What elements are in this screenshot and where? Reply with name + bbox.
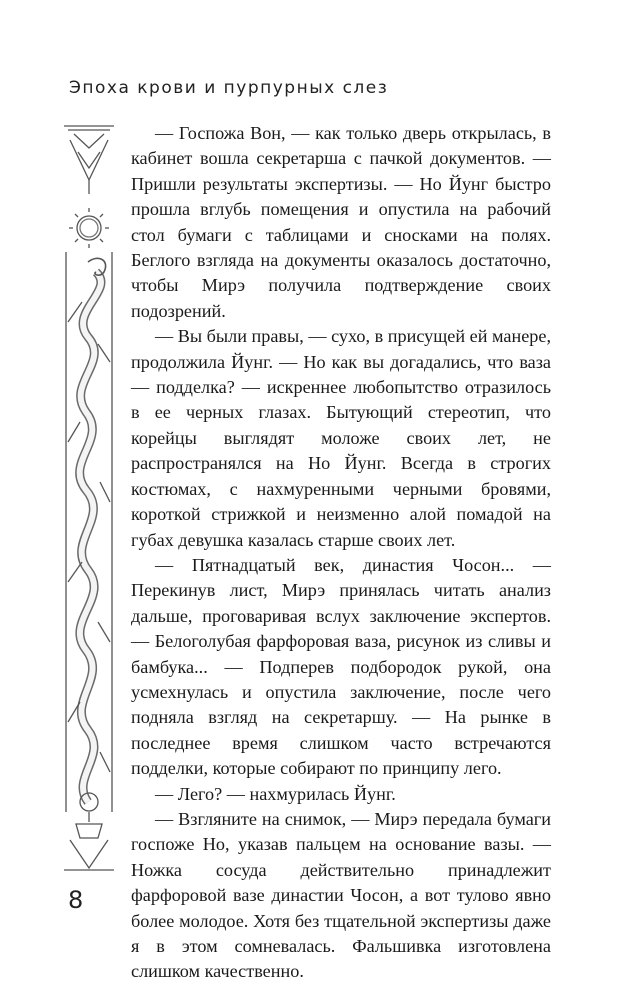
decorative-border-ornament (58, 122, 120, 874)
main-text (131, 121, 551, 985)
paragraph: — Госпожа Вон, — как только дверь открылась, в кабинет вошла секретарша с пачкой документов. — Пришли результаты экспертизы. — Но Йунг быстро прошла вглубь помещения и опустила на рабочий стол бумаги с таблицами и сносками на полях. Беглого взгляда на документы оказалось достаточно, чтобы Мирэ получила подтверждение своих подозрений. (131, 123, 551, 321)
paragraph: — Пятнадцатый век, династия Чосон... — Перекинув лист, Мирэ принялась читать анализ дальше, проговаривая вслух заключение экспертов. — Белоголубая фарфоровая ваза, рисунок из сливы и бамбука... — Подперев подбородок рукой, она усмехнулась и опустила заключение, после чего подняла взгляд на секретаршу. — На рынке в последнее время слишком часто встречаются подделки, которые собирают по принципу лего. (131, 554, 551, 779)
running-title: Эпоха крови и пурпурных слез (69, 78, 389, 98)
page-number: 8 (68, 886, 84, 914)
paragraph: — Взгляните на снимок, — Мирэ передала бумаги госпоже Но, указав пальцем на основание вазы. — Ножка сосуда действительно принадлежит фарфоровой вазе династии Чосон, а вот тулово явно более молодое. Хотя без тщательной экспертизы даже я в этом сомневалась. Фальшивка изготовлена слишком качественно. (131, 808, 551, 982)
paragraph: — Вы были правы, — сухо, в присущей ей манере, продолжила Йунг. — Но как вы догадались, что ваза — подделка? — искреннее любопытство отразилось в ее черных глазах. Бытующий стереотип, что корейцы выглядят моложе своих лет, не распространялся на Но Йунг. Всегда в строгих костюмах, с нахмуренными черными бровями, короткой стрижкой и неизменно алой помадой на губах девушка казалась старше своих лет. (131, 326, 551, 550)
paragraph: — Лего? — нахмурилась Йунг. (155, 783, 396, 804)
